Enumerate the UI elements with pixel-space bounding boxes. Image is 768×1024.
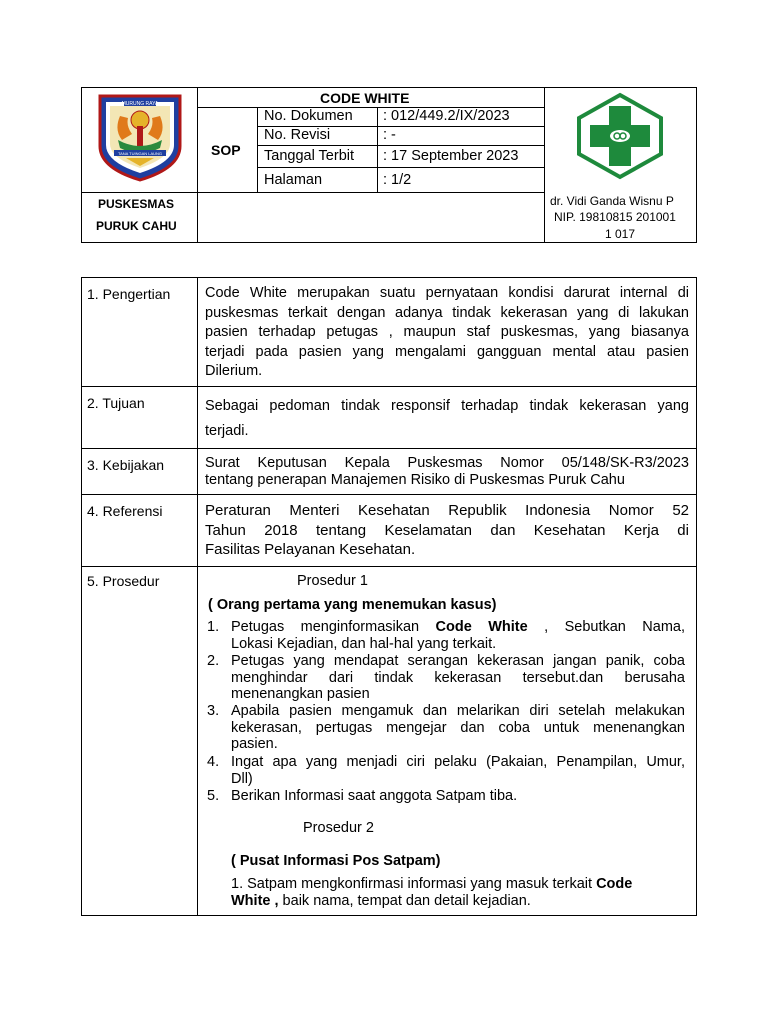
- prosedur-2-step-line2: [231, 893, 531, 909]
- prosedur-1-subtitle: ( Orang pertama yang menemukan kasus): [208, 597, 497, 613]
- coat-of-arms-banner: MURUNG RAYA: [121, 101, 159, 107]
- step-line: Ingat apa yang menjadi ciri pelaku (Pakaian, Penampilan, Umur,: [231, 754, 685, 770]
- pengertian-line: Code White merupakan suatu pernyataan kondisi darurat internal di: [205, 285, 689, 301]
- referensi-line: Peraturan Menteri Kesehatan Republik Indonesia Nomor 52: [205, 502, 689, 519]
- referensi-line: Fasilitas Pelayanan Kesehatan.: [205, 541, 416, 558]
- step-line-1: [231, 619, 685, 636]
- step-text: baik nama, tempat dan detail kejadian.: [278, 893, 531, 909]
- coat-of-arms-motto: TANA TUINGAN LAUNG: [117, 151, 163, 156]
- regency-coat-of-arms-icon: [96, 90, 184, 182]
- document-title: CODE WHITE: [320, 90, 410, 106]
- pengertian-line: puskesmas terkait dengan adanya tindak kekerasan yang di lakukan: [205, 304, 689, 321]
- step-text: 1. Satpam mengkonfirmasi informasi yang masuk terkait: [231, 876, 597, 892]
- signer-name: dr. Vidi Ganda Wisnu P: [550, 194, 674, 208]
- tujuan-line: terjadi.: [205, 423, 249, 439]
- step-line: Berikan Informasi saat anggota Satpam tiba.: [231, 788, 518, 804]
- org-name-line1: PUSKESMAS: [98, 197, 175, 211]
- step-line: Petugas yang mendapat serangan kekerasan jangan panik, coba: [231, 653, 685, 669]
- section-label-kebijakan: 3. Kebijakan: [87, 457, 165, 473]
- prosedur-1-title: Prosedur 1: [297, 573, 368, 589]
- prosedur-2-title: Prosedur 2: [303, 820, 374, 836]
- step-line: kekerasan, pertugas mengejar dan coba untuk menenangkan: [231, 719, 685, 736]
- meta-label-no-dokumen: No. Dokumen: [264, 108, 353, 124]
- meta-label-halaman: Halaman: [264, 172, 323, 188]
- referensi-line: Tahun 2018 tentang Keselamatan dan Kesehatan Kerja di: [205, 521, 689, 539]
- prosedur-2-subtitle: ( Pusat Informasi Pos Satpam): [231, 853, 441, 869]
- pengertian-line: Dilerium.: [205, 363, 263, 379]
- step-line: menghindar dari tindak kekerasan tersebut.dan berusaha: [231, 669, 685, 686]
- section-label-pengertian: 1. Pengertian: [87, 286, 171, 302]
- pengertian-line: pasien terhadap petugas , maupun staf puskesmas, yang biasanya: [205, 324, 689, 340]
- meta-value-no-revisi: : -: [383, 127, 396, 143]
- tujuan-line: Sebagai pedoman tindak responsif terhadap tindak kekerasan yang: [205, 398, 689, 414]
- step-number: 4.: [207, 754, 220, 770]
- org-name-line2: PURUK CAHU: [96, 219, 177, 233]
- step-number: 1.: [207, 619, 220, 635]
- step-number: 5.: [207, 788, 220, 804]
- step-number: 2.: [207, 653, 220, 669]
- sop-label: SOP: [211, 142, 241, 158]
- signer-nip-line1: NIP. 19810815 201001: [554, 210, 676, 224]
- signer-nip-line2: 1 017: [605, 227, 636, 241]
- step-line: Dll): [231, 770, 253, 787]
- step-text: , Sebutkan Nama,: [527, 619, 685, 635]
- meta-value-halaman: : 1/2: [383, 172, 412, 188]
- meta-label-tanggal-terbit: Tanggal Terbit: [264, 148, 355, 164]
- step-number: 3.: [207, 703, 220, 719]
- puskesmas-cross-logo-icon: [576, 92, 664, 180]
- section-text-referensi: [205, 501, 689, 560]
- section-text-pengertian: [205, 284, 689, 382]
- prosedur-2-step-line1: [231, 876, 632, 892]
- meta-label-no-revisi: No. Revisi: [264, 127, 331, 143]
- section-label-referensi: 4. Referensi: [87, 503, 163, 519]
- step-text: Petugas menginformasikan: [231, 619, 436, 635]
- section-text-tujuan: [205, 394, 689, 444]
- section-label-prosedur: 5. Prosedur: [87, 573, 160, 589]
- pengertian-line: terjadi pada pasien yang mengalami gangguan mental atau pasien: [205, 343, 689, 360]
- step-line: Lokasi Kejadian, dan hal-hal yang terkait.: [231, 635, 497, 652]
- code-white-term: White ,: [231, 893, 279, 909]
- section-label-tujuan: 2. Tujuan: [87, 395, 145, 411]
- step-line: menenangkan pasien: [231, 686, 370, 703]
- code-white-term: Code: [596, 876, 633, 892]
- meta-value-no-dokumen: : 012/449.2/IX/2023: [383, 108, 510, 124]
- kebijakan-line: Surat Keputusan Kepala Puskesmas Nomor 05/148/SK-R3/2023: [205, 455, 689, 471]
- section-text-kebijakan: [205, 455, 689, 489]
- code-white-term: Code White: [435, 619, 528, 635]
- step-line: Apabila pasien mengamuk dan melarikan diri setelah melakukan: [231, 703, 685, 719]
- kebijakan-line: tentang penerapan Manajemen Risiko di Puskesmas Puruk Cahu: [205, 472, 625, 488]
- step-line: pasien.: [231, 736, 278, 753]
- meta-value-tanggal-terbit: : 17 September 2023: [383, 148, 519, 164]
